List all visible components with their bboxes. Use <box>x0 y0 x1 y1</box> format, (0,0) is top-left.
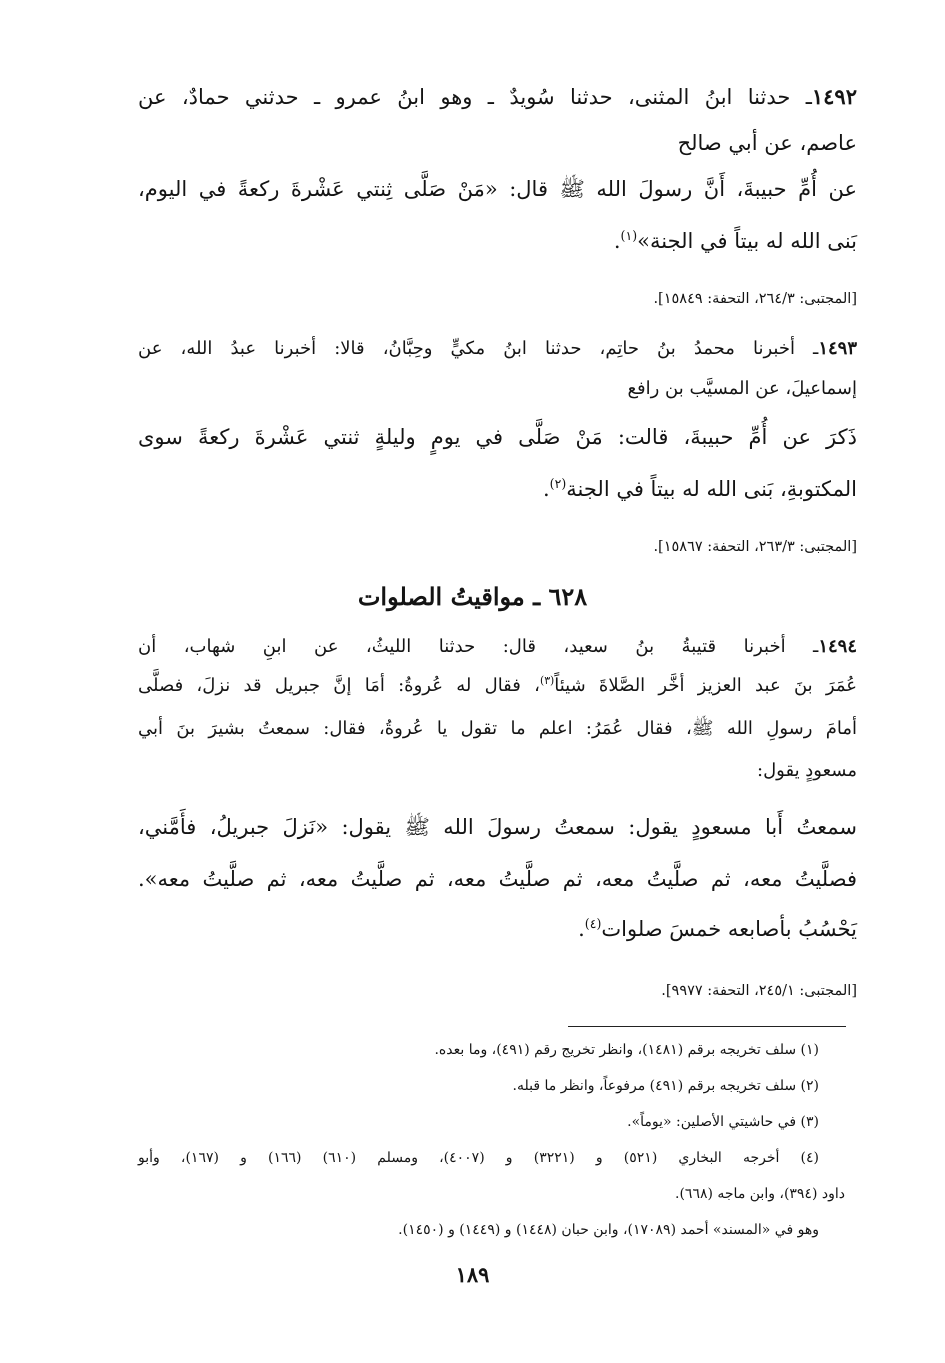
matn-text: يَحْسُبُ بأصابعه خمسَ صلوات <box>601 917 857 941</box>
chapter-heading: ٦٢٨ ـ مواقيتُ الصلوات <box>357 582 588 611</box>
isnad-text: ـ أخبرنا محمدُ بنُ حاتِم، حدثنا ابنُ مكيٍّ وحِبَّانُ، قالا: أخبرنا عبدُ الله، عن <box>138 338 819 359</box>
hadith-1492-matn-line-2: بَنى الله له بيتاً في الجنة»$^{(١)}$. <box>613 228 857 253</box>
hadith-1494-matn-line-3: يَحْسُبُ بأصابعه خمسَ صلوات$^{(٤)}$. <box>578 916 857 941</box>
isnad-text: ـ أخبرنا قتيبةُ بنُ سعيد، قال: حدثنا الليثُ، عن ابنِ شهاب، أن <box>138 636 819 657</box>
hadith-1493-matn-line-2: المكتوبةِ، بَنى الله له بيتاً في الجنة$^{(٢)}$. <box>542 476 857 501</box>
hadith-1493-matn-line-1: ذَكرَ عن أُمِّ حبيبةَ، قالت: مَنْ صَلَّى في يومٍ وليلةٍ ثنتي عَشْرةَ ركعةً سوى <box>138 425 857 449</box>
footnote-marker: (٣) <box>539 674 555 687</box>
footnote-3: (٣) في حاشيتي الأصلين: «يوماً». <box>627 1114 819 1130</box>
footnote-marker: (١) <box>620 228 638 243</box>
footnote-2: (٢) سلف تخريجه برقم (٤٩١) مرفوعاً، وانظر ما قبله. <box>512 1078 819 1094</box>
hadith-1493-reference: [المجتبى: ٢٦٣/٣، التحفة: ١٥٨٦٧]. <box>653 539 857 555</box>
hadith-1494-matn-line-1: سمعتُ أَبا مسعودٍ يقول: سمعتُ رسولَ الله ﷺ يقول: «نَزلَ جبريلُ، فأَمَّني، <box>138 815 857 839</box>
hadith-1494-reference: [المجتبى: ٢٤٥/١، التحفة: ٩٩٧٧]. <box>661 983 857 999</box>
isnad-text: ، فقال له عُروةُ: أمَا إنَّ جبريل قد نزلَ، فصلَّى <box>138 675 540 696</box>
hadith-number: ١٤٩٤ <box>818 636 857 657</box>
hadith-1494-isnad-line-2 <box>138 674 857 698</box>
hadith-1493-isnad-line-1 <box>138 338 857 361</box>
footnote-4-line-3: وهو في «المسند» أحمد (١٧٠٨٩)، وابن حبان (١٤٤٨) و (١٤٤٩) و (١٤٥٠). <box>398 1222 819 1238</box>
isnad-text: عُمَرَ بنَ عبد العزيز أخَّر الصَّلاةَ شيئاً <box>554 675 857 696</box>
hadith-1494-isnad-line-4: مسعودٍ يقول: <box>757 760 857 781</box>
hadith-number: ١٤٩٣ <box>818 338 857 359</box>
footnote-4-line-2: داود (٣٩٤)، وابن ماجه (٦٦٨). <box>675 1186 845 1202</box>
hadith-1492-reference: [المجتبى: ٢٦٤/٣، التحفة: ١٥٨٤٩]. <box>653 291 857 307</box>
isnad-text: ـ حدثنا ابنُ المثنى، حدثنا سُويدٌ ـ وهو ابنُ عمرو ـ حدثني حمادٌ، عن <box>138 85 812 109</box>
hadith-1494-isnad-line-3: أمامَ رسولِ الله ﷺ، فقال عُمَرُ: اعلم ما تقول يا عُروةُ، فقال: سمعتُ بشيرَ بنَ أبي <box>138 718 857 739</box>
hadith-1494-isnad-line-1 <box>138 636 857 659</box>
hadith-1494-matn-line-2: فصلَّيتُ معه، ثم صلَّيتُ معه، ثم صلَّيتُ معه، ثم صلَّيتُ معه، ثم صلَّيتُ معه». <box>138 867 857 891</box>
hadith-1492-isnad-line-1 <box>138 84 857 110</box>
footnote-1: (١) سلف تخريجه برقم (١٤٨١)، وانظر تخريج رقم (٤٩١)، وما بعده. <box>434 1042 819 1058</box>
page-number: ١٨٩ <box>455 1262 490 1287</box>
footnote-marker: (٢) <box>549 476 567 491</box>
hadith-1492-matn-line-1: عن أُمِّ حبيبةَ، أَنَّ رسولَ الله ﷺ قال: «مَنْ صَلَّى ثِنتي عَشْرةَ ركعةً في اليوم، <box>138 177 857 201</box>
footnote-marker: (٤) <box>584 916 602 931</box>
hadith-1492-isnad-line-2: عاصم، عن أبي صالح <box>677 131 857 155</box>
footnote-4-line-1: (٤) أخرجه البخاري (٥٢١) و (٣٢٢١) و (٤٠٠٧)، ومسلم (٦١٠) (١٦٦) و (١٦٧)، وأبو <box>138 1150 820 1166</box>
footnote-separator <box>568 1026 846 1027</box>
hadith-number: ١٤٩٢ <box>811 84 857 109</box>
hadith-1493-isnad-line-2: إسماعيلَ، عن المسيَّب بن رافع <box>627 378 857 399</box>
matn-text: بَنى الله له بيتاً في الجنة» <box>637 229 857 253</box>
matn-text: المكتوبةِ، بَنى الله له بيتاً في الجنة <box>566 477 857 501</box>
